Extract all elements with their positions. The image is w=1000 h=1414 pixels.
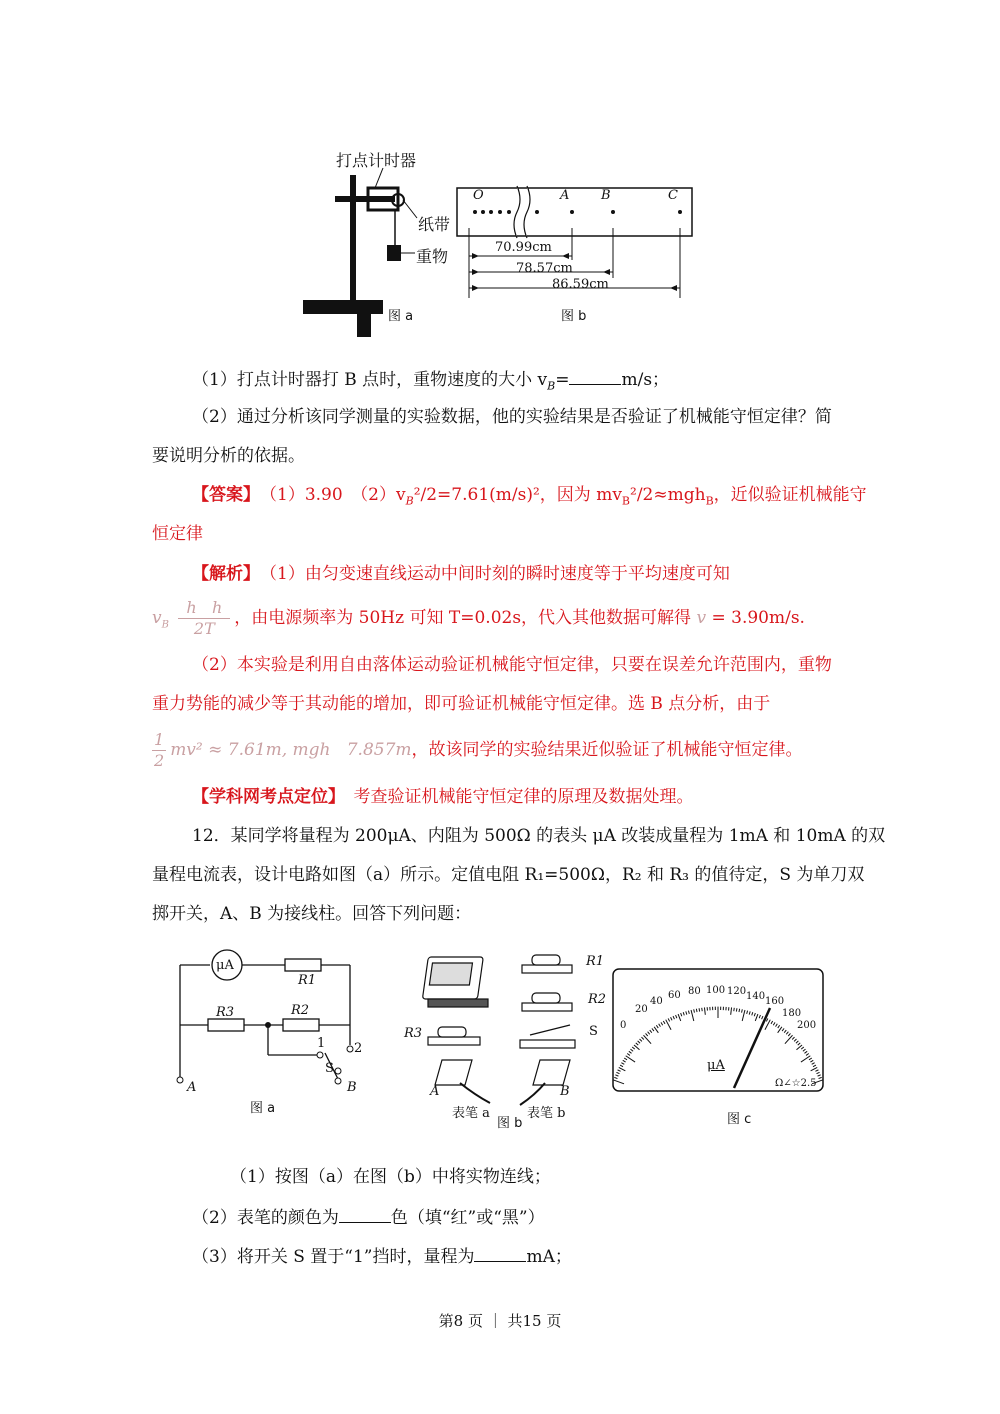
circuit-switch-pos-2: 2 (354, 1041, 363, 1056)
circuit-terminal-B: B (347, 1080, 357, 1095)
dial-tick (736, 1008, 737, 1011)
component-R1-label: R1 (586, 954, 605, 969)
component-terminal-B: B (560, 1084, 570, 1099)
question-part-2-line2: 要说明分析的依据。 (152, 446, 305, 466)
distance-OC: 86.59cm (552, 277, 609, 292)
q12-line2: 量程电流表，设计电路如图（a）所示。定值电阻 R₁=500Ω，R₂ 和 R₃ 的值待定，S 为单刀双 (152, 865, 865, 885)
subq-2: （2）表笔的颜色为 色（填“红”或“黑”） (192, 1204, 545, 1230)
scale-tick-120: 120 (727, 986, 747, 997)
point-A: A (560, 188, 570, 203)
dial-tick (699, 1008, 700, 1011)
circuit-R1-label: R1 (298, 973, 317, 988)
circuit-diagram-a (170, 945, 370, 1090)
scale-tick-0: 0 (620, 1020, 627, 1031)
component-R3-label: R3 (404, 1026, 423, 1041)
probe-a-label: 表笔 a (452, 1106, 490, 1121)
caption-fig-b: 图 b (561, 309, 587, 324)
component-switch-label: S (589, 1024, 598, 1039)
page-footer: 第8 页 ｜ 共15 页 (438, 1312, 562, 1330)
scale-tick-20: 20 (635, 1004, 648, 1015)
component-R2-label: R2 (588, 992, 607, 1007)
tape-label: 纸带 (418, 215, 451, 234)
scale-tick-200: 200 (797, 1020, 817, 1031)
scale-tick-80: 80 (688, 986, 701, 997)
analysis-line2: $v_B$ $\frac{\text{h h}}{2T}$ ，由电源频率为 50Hz 可知 T=0.02s，代入其他数据可解得 v = 3.90m/s. (152, 598, 805, 638)
question-part-1: （1）打点计时器打 B 点时，重物速度的大小 $v_B= m/s$； (192, 366, 669, 398)
q12-line1: 12．某同学将量程为 200μA、内阻为 500Ω 的表头 μA 改装成量程为 1mA 和 10mA 的双 (192, 826, 886, 846)
circuit-switch-label: S (325, 1061, 334, 1076)
scale-tick-180: 180 (782, 1008, 802, 1019)
scale-unit: μA (707, 1058, 725, 1073)
caption-circuit-a: 图 a (250, 1101, 276, 1116)
point-C: C (668, 188, 678, 203)
circuit-R2-label: R2 (291, 1003, 310, 1018)
subq-1: （1）按图（a）在图（b）中将实物连线； (230, 1167, 551, 1187)
circuit-R3-label: R3 (216, 1005, 235, 1020)
scale-tick-40: 40 (650, 996, 663, 1007)
point-O: O (473, 188, 484, 203)
dial-tick (696, 1009, 697, 1012)
question-part-2-line1: （2）通过分析该同学测量的实验数据，他的实验结果是否验证了机械能守恒定律？简 (192, 407, 832, 427)
circuit-terminal-A: A (187, 1080, 197, 1095)
circuit-meter-label: μA (216, 958, 234, 973)
dial-tick (739, 1009, 740, 1012)
probe-b-label: 表笔 b (527, 1106, 566, 1121)
answer-line2: 恒定律 (152, 524, 203, 544)
analysis-line5: $\frac{1}{2}$ mv² ≈ 7.61m, mgh 7.857m，故该同学的实验结果近似验证了机械能守恒定律。 (154, 730, 803, 770)
caption-dial-c: 图 c (727, 1112, 752, 1127)
answer-line1: 【答案】 （1）3.90 $(2)v_B^2/2=7.61(m/s)^2$，因为 $mv_B^2/2\approx mgh_B$，近似验证机械能守 (192, 485, 867, 508)
point-B: B (601, 188, 611, 203)
distance-OB: 78.57cm (516, 261, 573, 276)
distance-OA: 70.99cm (495, 240, 552, 255)
weight-label: 重物 (416, 247, 449, 266)
scale-tick-140: 140 (746, 991, 766, 1002)
analysis-line3: （2）本实验是利用自由落体运动验证机械能守恒定律，只要在误差允许范围内，重物 (192, 655, 832, 675)
q12-line3: 掷开关，A、B 为接线柱。回答下列问题： (152, 904, 472, 924)
velocity-formula: $\frac{\text{h h}}{2T}$ (178, 598, 230, 639)
scale-tick-160: 160 (765, 996, 785, 1007)
caption-fig-a: 图 a (388, 309, 414, 324)
analysis-line4: 重力势能的减少等于其动能的增加，即可验证机械能守恒定律。选 B 点分析，由于 (152, 694, 771, 714)
timer-label: 打点计时器 (336, 151, 417, 170)
caption-components-b: 图 b (497, 1116, 523, 1131)
component-terminal-A: A (430, 1084, 440, 1099)
circuit-switch-pos-1: 1 (317, 1036, 326, 1051)
scale-code: Ω∠☆2.5 (775, 1078, 817, 1089)
knowledge-point: 【学科网考点定位】 考查验证机械能守恒定律的原理及数据处理。 (192, 787, 694, 807)
scale-tick-60: 60 (668, 990, 681, 1001)
subq-3: （3）将开关 S 置于“1”挡时，量程为 mA； (192, 1243, 572, 1269)
scale-tick-100: 100 (706, 985, 726, 996)
analysis-line1: 【解析】 （1）由匀变速直线运动中间时刻的瞬时速度等于平均速度可知 (192, 564, 730, 584)
